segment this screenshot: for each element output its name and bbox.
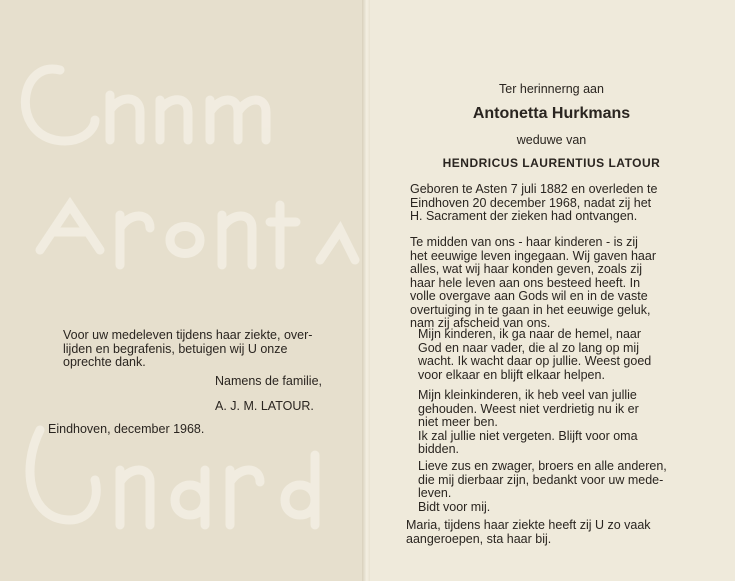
- text-line: Te midden van ons - haar kinderen - is zij: [410, 235, 638, 249]
- text-line: alles, wat wij haar konden geven, zoals zij: [410, 262, 643, 276]
- relation-text: weduwe van: [516, 133, 587, 147]
- text-line: haar hele leven aan ons besteed heeft. In: [410, 275, 641, 290]
- text-line: leven.: [418, 486, 452, 500]
- text-line: Geboren te Asten 7 juli 1882 en overleden te: [410, 182, 658, 196]
- text-line: Mijn kleinkinderen, ik heb veel van jullie: [418, 388, 637, 402]
- text-line: wacht. Ik wacht daar op jullie. Weest goed: [418, 354, 652, 368]
- text-line: God en naar vader, die al zo lang op mij: [418, 340, 639, 355]
- text-line: bidden.: [418, 442, 460, 456]
- text-line: nam zij afscheid van ons.: [410, 316, 551, 330]
- children-message: [418, 328, 694, 382]
- text-line: het eeuwige leven ingegaan. Wij gaven haar: [410, 248, 657, 263]
- family-message: [418, 460, 694, 514]
- thanks-line: oprechte dank.: [63, 355, 146, 369]
- farewell-paragraph: [410, 236, 694, 331]
- birth-death-paragraph: [410, 183, 694, 224]
- text-line: volle overgave aan Gods wil en in de vaste: [410, 289, 648, 303]
- prayer-paragraph: [406, 519, 694, 546]
- text-line: niet meer ben.: [418, 415, 498, 429]
- text-line: die mij dierbaar zijn, bedankt voor uw mede-: [418, 472, 664, 487]
- family-label: Namens de familie,: [215, 374, 322, 388]
- thanks-paragraph: [63, 329, 336, 370]
- text-line: Bidt voor mij.: [418, 499, 491, 514]
- family-name: A. J. M. LATOUR.: [215, 399, 314, 413]
- text-line: gehouden. Weest niet verdrietig nu ik er: [418, 401, 639, 416]
- grandchildren-message: [418, 389, 694, 457]
- intro-text: Ter herinnerng aan: [499, 82, 604, 96]
- text-line: aangeroepen, sta haar bij.: [406, 531, 552, 546]
- text-line: Lieve zus en zwager, broers en alle anderen,: [418, 459, 667, 473]
- text-line: voor elkaar en blijft elkaar helpen.: [418, 367, 605, 382]
- text-line: overtuiging in te gaan in het eeuwige geluk,: [410, 302, 651, 317]
- thanks-line: lijden en begrafenis, betuigen wij U onze: [63, 341, 288, 356]
- text-line: H. Sacrament der zieken had ontvangen.: [410, 209, 638, 223]
- text-line: Maria, tijdens haar ziekte heeft zij U zo vaak: [406, 518, 651, 532]
- text-line: Eindhoven 20 december 1968, nadat zij het: [410, 195, 652, 210]
- text-line: Mijn kinderen, ik ga naar de hemel, naar: [418, 327, 642, 341]
- deceased-name: Antonetta Hurkmans: [472, 105, 631, 122]
- thanks-line: Voor uw medeleven tijdens haar ziekte, over-: [63, 328, 313, 342]
- place-date: Eindhoven, december 1968.: [48, 422, 205, 436]
- left-panel: [0, 0, 364, 581]
- text-line: Ik zal jullie niet vergeten. Blijft voor oma: [418, 428, 638, 443]
- spouse-name: HENDRICUS LAURENTIUS LATOUR: [442, 156, 661, 170]
